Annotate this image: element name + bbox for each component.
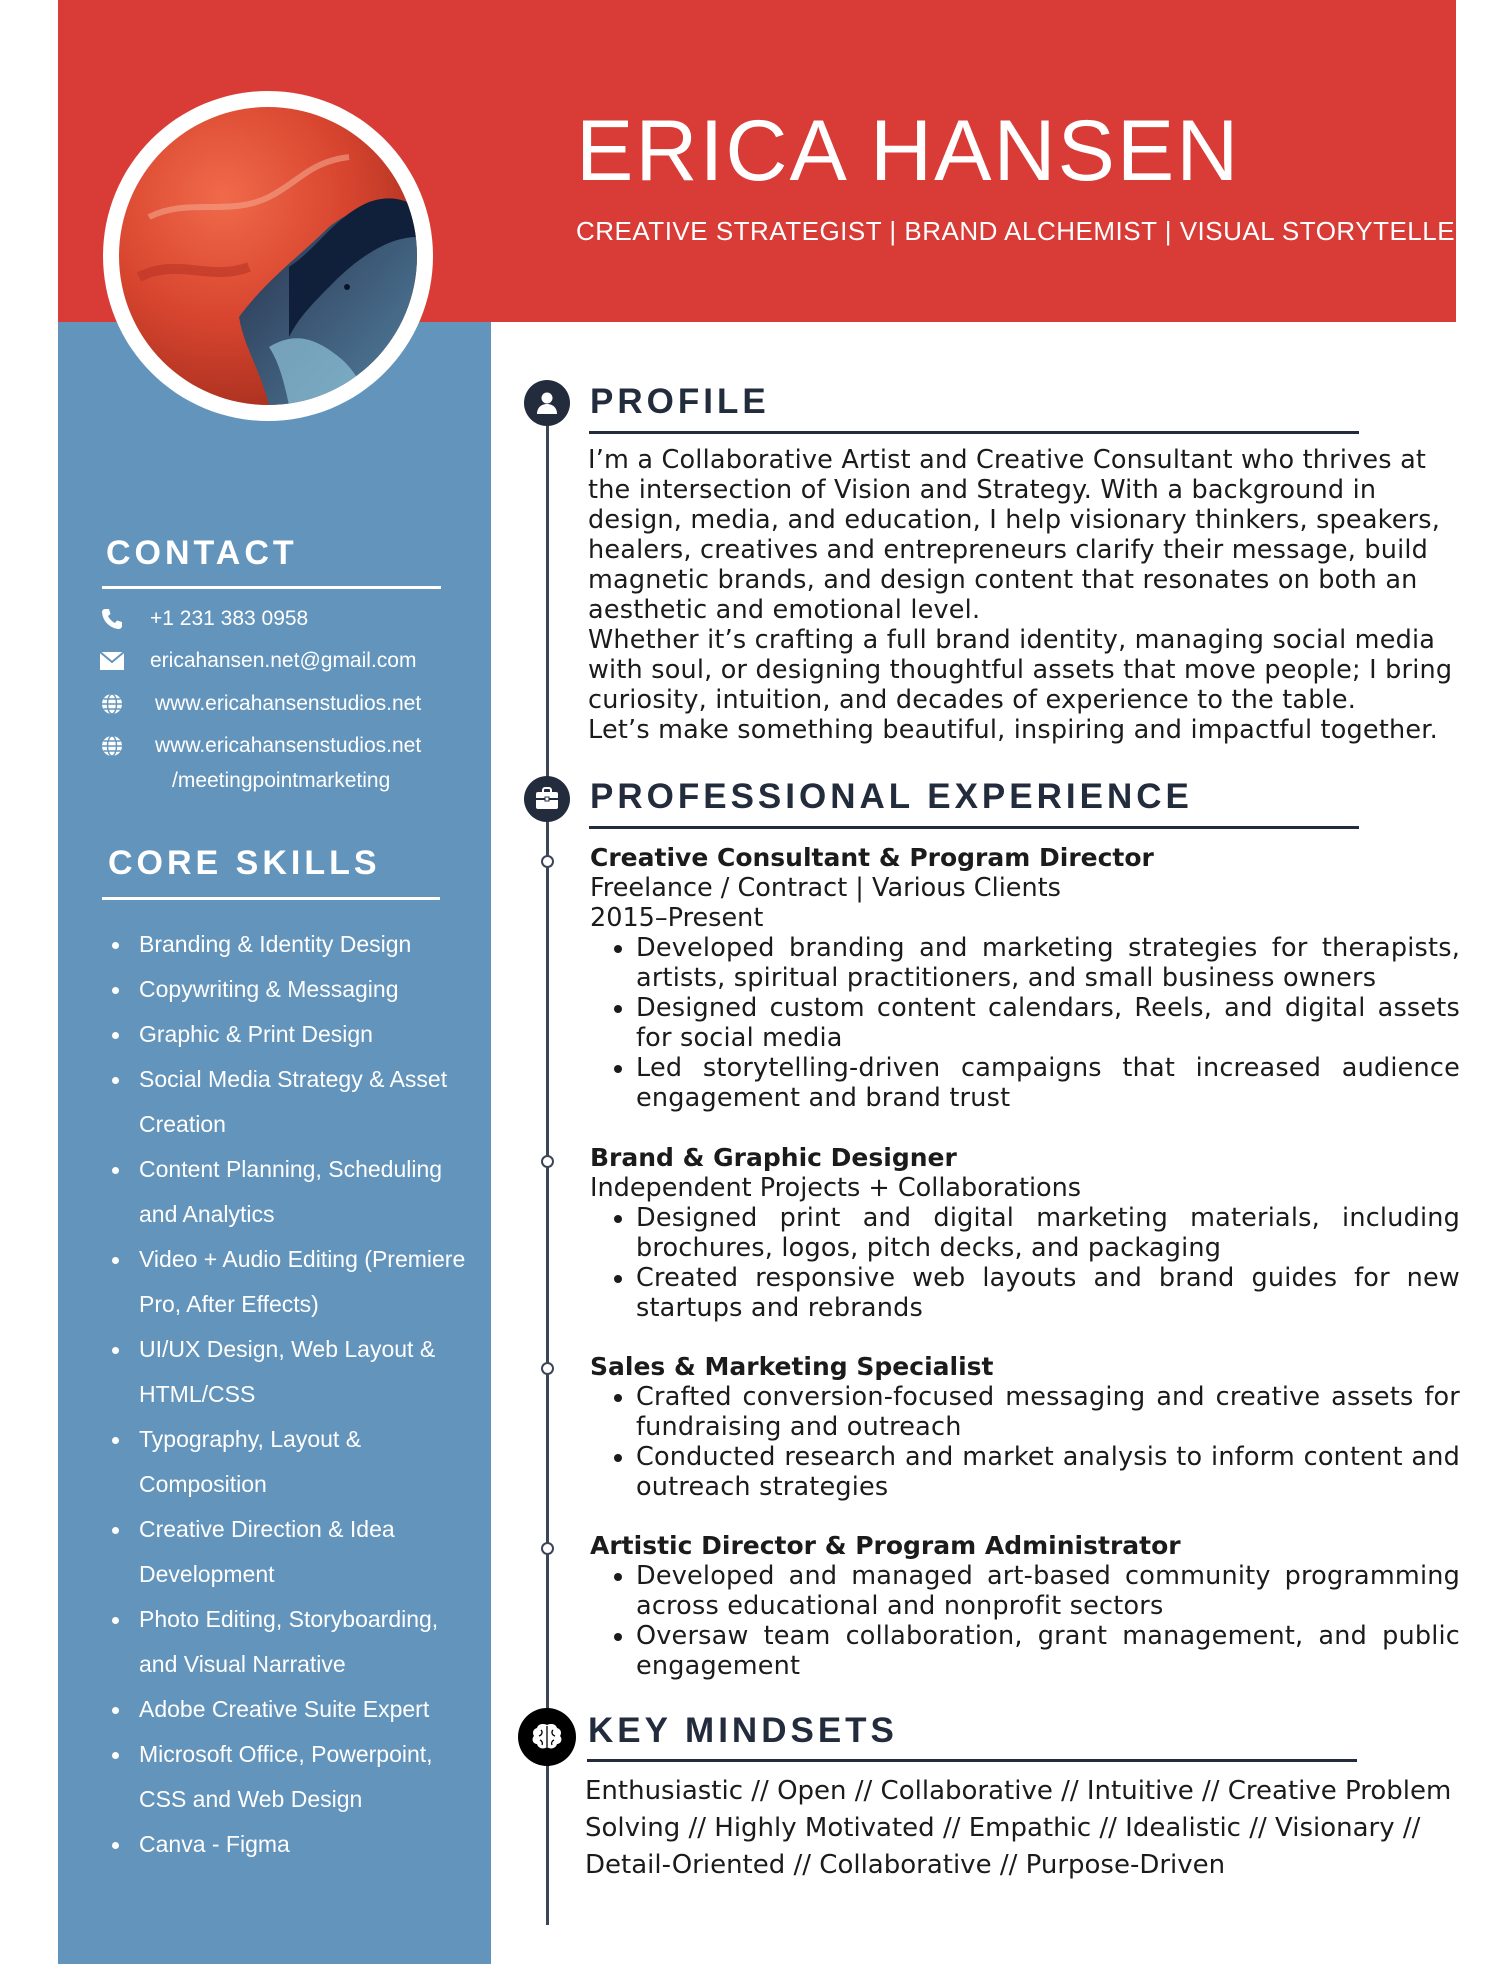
- timeline-dot: [541, 855, 554, 868]
- job-bullet: • Oversaw team collaboration, grant management, and public engagement: [636, 1621, 1460, 1681]
- job-entry: [590, 843, 1460, 1113]
- profile-rule: [589, 431, 1359, 434]
- job-bullet: • Designed print and digital marketing materials, including brochures, logos, pitch decks, and packaging: [636, 1203, 1460, 1263]
- contact-phone[interactable]: [100, 599, 460, 639]
- job-title: Sales & Marketing Specialist: [590, 1352, 994, 1381]
- job-subtitle: Independent Projects + Collaborations: [590, 1173, 1082, 1203]
- person-icon: [524, 380, 570, 426]
- skill-item: Social Media Strategy & Asset Creation: [108, 1057, 468, 1147]
- job-bullet: • Created responsive web layouts and brand guides for new startups and rebrands: [636, 1263, 1460, 1323]
- contact-website-2[interactable]: [100, 726, 460, 766]
- globe-icon: [100, 692, 150, 716]
- skill-item: Creative Direction & Idea Development: [108, 1507, 468, 1597]
- mindsets-line: Solving // Highly Motivated // Empathic // Idealistic // Visionary //: [585, 1813, 1421, 1843]
- timeline-dot: [541, 1542, 554, 1555]
- skill-item: Graphic & Print Design: [108, 1012, 468, 1057]
- skill-item: Video + Audio Editing (Premiere Pro, After Effects): [108, 1237, 468, 1327]
- skill-item: Microsoft Office, Powerpoint, CSS and Web Design: [108, 1732, 468, 1822]
- envelope-icon: [100, 652, 150, 670]
- core-skills-heading: CORE SKILLS: [108, 844, 381, 882]
- website-1-text: www.ericahansenstudios.net: [155, 692, 422, 715]
- profile-paragraph: I’m a Collaborative Artist and Creative Consultant who thrives at the intersection of Vision and Strategy. With a background in design, media, and education, I help visionary thinkers, speakers, healers, creatives and entrepreneurs clarify their message, build magnetic brands, and design content that resonates on both an aesthetic and emotional level.: [588, 445, 1441, 625]
- profile-paragraph: Whether it’s crafting a full brand identity, managing social media with soul, or designing thoughtful assets that move people; I bring curiosity, intuition, and decades of experience to the table.: [588, 625, 1453, 715]
- avatar: [103, 91, 433, 421]
- name-heading: ERICA HANSEN: [576, 103, 1241, 199]
- mindsets-rule: [587, 1759, 1357, 1762]
- contact-rule: [102, 586, 441, 589]
- core-skills-list: [108, 922, 468, 1867]
- job-bullets: [590, 1203, 1460, 1323]
- job-bullets: [590, 1382, 1460, 1502]
- timeline-dot: [541, 1362, 554, 1375]
- skill-item: Photo Editing, Storyboarding, and Visual Narrative: [108, 1597, 468, 1687]
- job-title: Artistic Director & Program Administrator: [590, 1531, 1181, 1560]
- job-entry: [590, 1143, 1460, 1323]
- briefcase-icon: [524, 776, 570, 822]
- profile-paragraph: Let’s make something beautiful, inspiring and impactful together.: [588, 715, 1438, 745]
- mindsets-line: Enthusiastic // Open // Collaborative // Intuitive // Creative Problem: [585, 1776, 1452, 1806]
- mindsets-heading: KEY MINDSETS: [588, 1711, 898, 1750]
- job-bullet: • Conducted research and market analysis to inform content and outreach strategies: [636, 1442, 1460, 1502]
- job-bullet: • Developed branding and marketing strategies for therapists, artists, spiritual practitioners, and small business owners: [636, 933, 1460, 993]
- job-subtitle: Freelance / Contract | Various Clients: [590, 873, 1061, 903]
- tagline: CREATIVE STRATEGIST | BRAND ALCHEMIST | VISUAL STORYTELLER: [576, 216, 1475, 246]
- experience-heading: PROFESSIONAL EXPERIENCE: [590, 777, 1193, 816]
- job-bullets: [590, 933, 1460, 1113]
- skill-item: Branding & Identity Design: [108, 922, 468, 967]
- contact-email[interactable]: [100, 641, 460, 681]
- globe-icon: [100, 734, 150, 758]
- job-bullet: • Developed and managed art-based community programming across educational and nonprofit sectors: [636, 1561, 1460, 1621]
- phone-icon: [100, 607, 150, 631]
- job-bullet: • Crafted conversion-focused messaging and creative assets for fundraising and outreach: [636, 1382, 1460, 1442]
- profile-text: [588, 445, 1458, 745]
- job-title: Creative Consultant & Program Director: [590, 843, 1154, 872]
- skill-item: Canva - Figma: [108, 1822, 468, 1867]
- core-skills-rule: [102, 897, 440, 900]
- phone-text: +1 231 383 0958: [150, 607, 309, 630]
- profile-heading: PROFILE: [590, 382, 770, 421]
- skill-item: Typography, Layout & Composition: [108, 1417, 468, 1507]
- email-text: ericahansen.net@gmail.com: [150, 649, 417, 672]
- job-bullets: [590, 1561, 1460, 1681]
- job-bullet: • Led storytelling-driven campaigns that increased audience engagement and brand trust: [636, 1053, 1460, 1113]
- website-2-continuation[interactable]: /meetingpointmarketing: [172, 769, 391, 792]
- skill-item: Adobe Creative Suite Expert: [108, 1687, 468, 1732]
- avatar-artwork: [119, 107, 417, 405]
- job-entry: [590, 1352, 1460, 1502]
- contact-website-1[interactable]: [100, 684, 460, 724]
- job-entry: [590, 1531, 1460, 1681]
- mindsets-text: [585, 1773, 1465, 1884]
- job-dates: 2015–Present: [590, 903, 764, 933]
- experience-rule: [589, 826, 1359, 829]
- skill-item: UI/UX Design, Web Layout & HTML/CSS: [108, 1327, 468, 1417]
- website-2-text: www.ericahansenstudios.net: [155, 734, 422, 757]
- skill-item: Content Planning, Scheduling and Analytics: [108, 1147, 468, 1237]
- skill-item: Copywriting & Messaging: [108, 967, 468, 1012]
- contact-heading: CONTACT: [106, 534, 298, 572]
- brain-icon: [518, 1708, 576, 1766]
- timeline-dot: [541, 1155, 554, 1168]
- mindsets-line: Detail-Oriented // Collaborative // Purpose-Driven: [585, 1850, 1226, 1880]
- job-title: Brand & Graphic Designer: [590, 1143, 957, 1172]
- job-bullet: • Designed custom content calendars, Reels, and digital assets for social media: [636, 993, 1460, 1053]
